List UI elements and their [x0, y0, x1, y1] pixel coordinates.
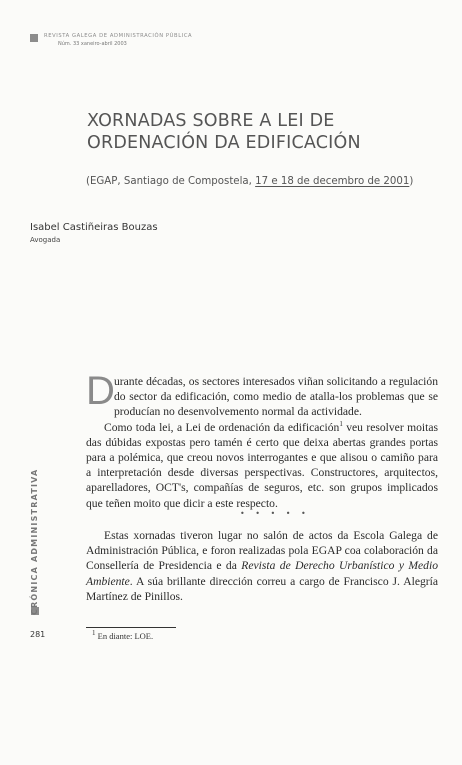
paragraph-1	[86, 369, 438, 420]
journal-logo-mark	[30, 34, 38, 42]
footnote-divider	[86, 627, 176, 628]
paragraph-3-text-a: Estas xornadas tiveron lugar no salón de actos da Escola Galega de Administración Pública, e foron realizadas pola EGAP coa colaboración da Consellería de Presidencia e da	[86, 529, 438, 573]
event-suffix: )	[409, 176, 414, 187]
article-title-line-2: ORDENACIÓN DA EDIFICACIÓN	[87, 133, 361, 153]
footnote-text: En diante: LOE.	[95, 631, 154, 641]
footnote-reference: 1	[339, 419, 343, 428]
event-prefix: (EGAP, Santiago de Compostela,	[86, 176, 256, 187]
article-body-continued	[86, 528, 438, 604]
article-title	[87, 110, 387, 154]
section-label: CRÓNICA ADMINISTRATIVA	[30, 468, 39, 615]
paragraph-3-text-b: . A súa brillante dirección correu a cargo de Francisco J. Alegría Martínez de Pinillos.	[86, 574, 438, 603]
article-body	[86, 369, 438, 511]
page-number: 281	[30, 630, 46, 639]
footnote-number: 1	[92, 629, 96, 638]
paragraph-3	[86, 528, 438, 604]
footnote	[92, 631, 153, 641]
event-dates: 17 e 18 de decembro de 2001	[255, 176, 410, 187]
paragraph-1-text: urante décadas, os sectores interesados viñan solicitando a regulación do sector da edificación, como medio de atalla-los problemas que se producían no desenvolvemento normal da actividade.	[114, 375, 438, 419]
paragraph-2	[86, 420, 438, 511]
event-info	[86, 176, 413, 187]
section-separator: • • • • •	[240, 509, 310, 518]
article-title-line-1: XORNADAS SOBRE A LEI DE	[87, 111, 335, 131]
author-role: Avogada	[30, 236, 61, 244]
author-name: Isabel Castiñeiras Bouzas	[30, 222, 158, 233]
journal-name: REVISTA GALEGA DE ADMINISTRACIÓN PÚBLICA	[44, 33, 193, 39]
drop-cap: D	[86, 369, 115, 413]
paragraph-2-text-b: veu resolver moitas das dúbidas expostas pero tamén é certo que deixa abertas grandes portas para a polémica, que creou novos interrogantes e que alisou o camiño para a interpretación desde diversas perspectivas. Constructores, arquitectos, aparelladores, OCT's, compañías de seguros, etc. son grupos implicados que teñen moito que dicir a este respecto.	[86, 420, 438, 510]
paragraph-2-text-a: Como toda lei, a Lei de ordenación da edificación	[104, 420, 340, 434]
journal-title-italic: Revista de Derecho Urbanístico y Medio Ambiente	[86, 559, 438, 588]
journal-issue: Núm. 33 xaneiro-abril 2003	[58, 41, 127, 47]
